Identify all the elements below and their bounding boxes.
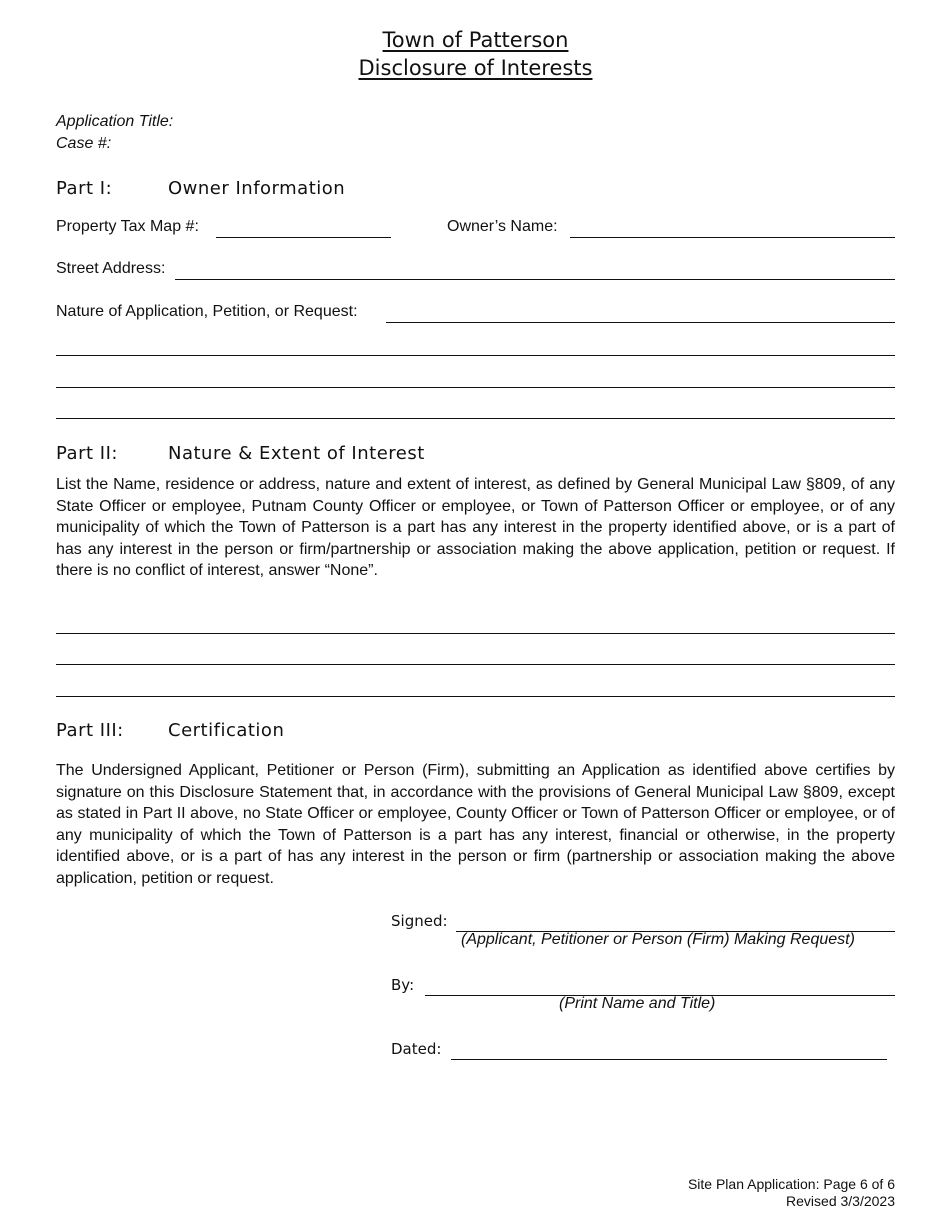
street-address-row (56, 256, 895, 280)
part2-heading: Part II: Nature & Extent of Interest (56, 443, 425, 464)
part1-heading: Part I: Owner Information (56, 178, 346, 199)
tax-map-field[interactable] (216, 237, 391, 238)
by-label: By: (391, 976, 415, 994)
case-number-label: Case #: (56, 135, 112, 152)
owner-name-label: Owner’s Name: (447, 218, 558, 235)
certification-text: The Undersigned Applicant, Petitioner or Person (Firm), submitting an Application as identified above certifies by signature on this Disclosure Statement that, in accordance with the provisions of General Municipal Law §809, except as stated in Part II above, no State Officer or employee, County Officer or Town of Patterson Officer or employee, or of any municipality of which the Town of Patterson is a part has any interest, financial or otherwise, in the property identified above, or is a part of has any interest in the person or firm (partnership or association making the above application, petition or request. (56, 762, 895, 887)
nature-row (56, 299, 895, 323)
signed-label: Signed: (391, 912, 448, 930)
application-title-label: Application Title: (56, 113, 174, 130)
signed-row (391, 908, 895, 932)
tax-map-label: Property Tax Map #: (56, 218, 199, 235)
page-footer (688, 1176, 895, 1210)
date-field[interactable] (451, 1059, 887, 1060)
interest-line-2[interactable] (56, 664, 895, 665)
interest-line-3[interactable] (56, 696, 895, 697)
part3-heading: Part III: Certification (56, 720, 285, 741)
document-title: Town of Patterson (382, 28, 569, 52)
dated-label: Dated: (391, 1040, 442, 1058)
nature-extra-line-1[interactable] (56, 355, 895, 356)
nature-field[interactable] (386, 322, 895, 323)
interest-line-1[interactable] (56, 633, 895, 634)
nature-extra-line-3[interactable] (56, 418, 895, 419)
street-address-field[interactable] (175, 279, 895, 280)
dated-row (391, 1036, 895, 1060)
revision-date: Revised 3/3/2023 (786, 1193, 895, 1209)
nature-label: Nature of Application, Petition, or Request: (56, 303, 358, 320)
by-row (391, 972, 895, 996)
owner-name-field[interactable] (570, 237, 895, 238)
tax-map-owner-row (56, 214, 895, 238)
signed-caption: (Applicant, Petitioner or Person (Firm) Making Request) (461, 931, 855, 948)
part2-instructions: List the Name, residence or address, nature and extent of interest, as defined by General Municipal Law §809, of any State Officer or employee, Putnam County Officer or employee, or Town of Patterson Officer or employee, or of any municipality of which the Town of Patterson is a part has any interest in the property identified above, or is a part of has any interest in the person or firm/partnership or association making the above application, petition or request. If there is no conflict of interest, answer “None”. (56, 476, 895, 580)
street-address-label: Street Address: (56, 260, 166, 277)
by-caption: (Print Name and Title) (559, 995, 716, 1012)
page-number: Site Plan Application: Page 6 of 6 (687, 1176, 895, 1192)
document-subtitle: Disclosure of Interests (358, 56, 593, 80)
nature-extra-line-2[interactable] (56, 387, 895, 388)
